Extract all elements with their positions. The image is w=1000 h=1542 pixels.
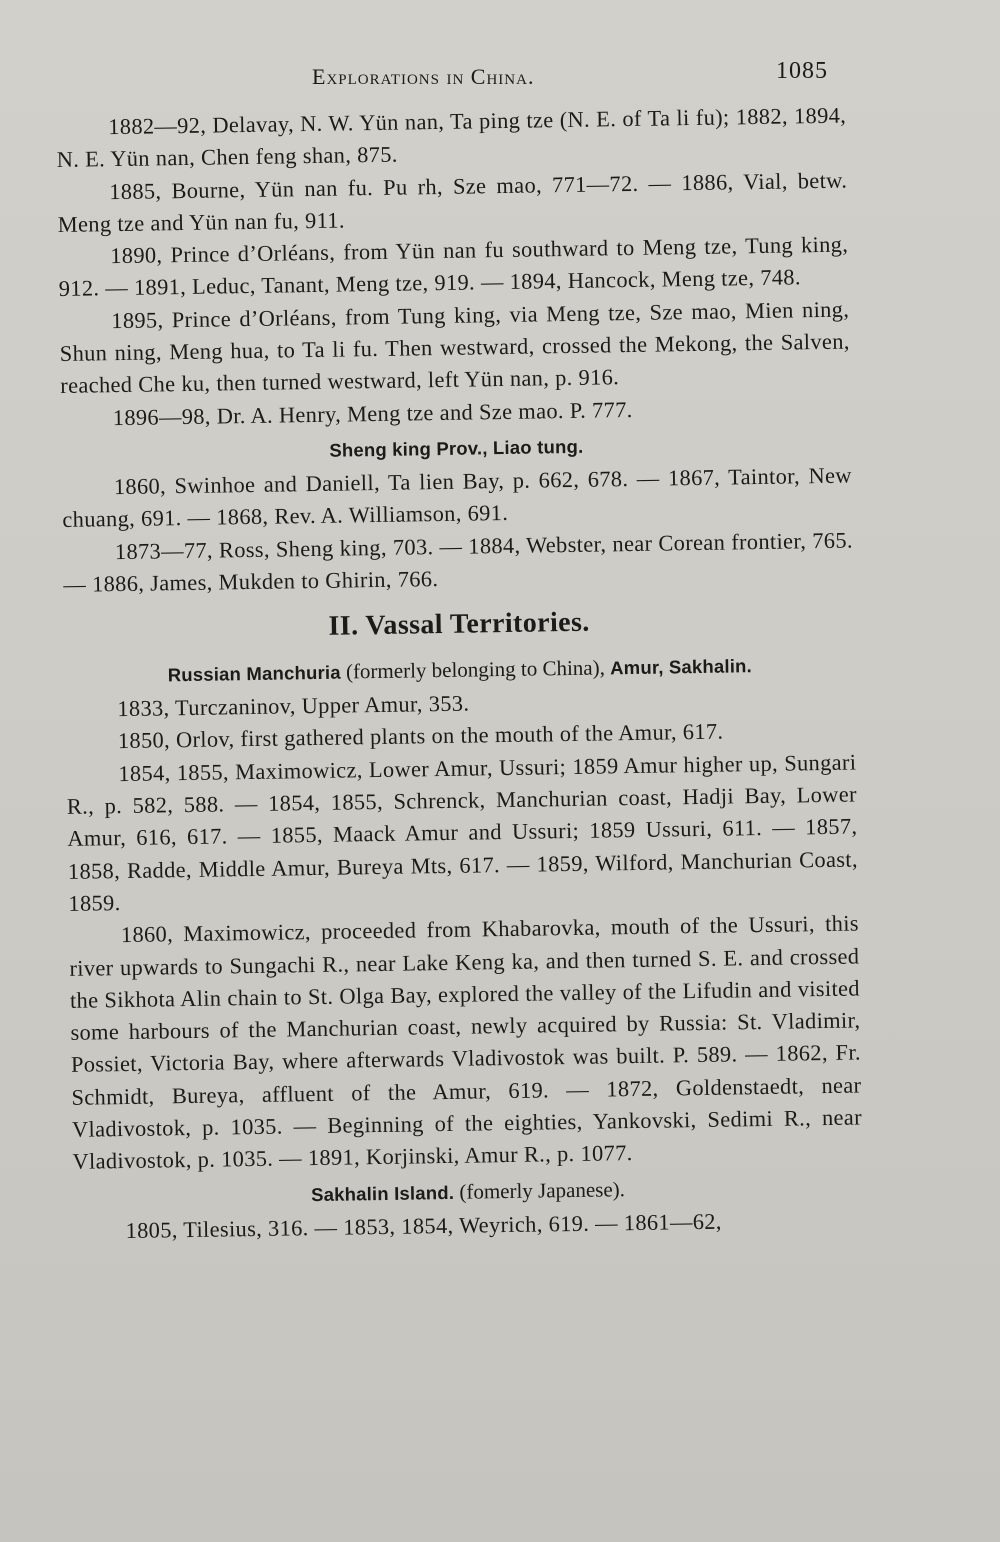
- paragraph-swinhoe: 1860, Swinhoe and Daniell, Ta lien Bay, p. 662, 678. — 1867, Taintor, New chuang, 691. — 1868, Rev. A. Williamson, 691.: [62, 462, 852, 533]
- heading-russian-manchuria-note: (formerly belonging to China),: [340, 655, 611, 684]
- paragraph-tilesius: 1805, Tilesius, 316. — 1853, 1854, Weyrich, 619. — 1861—62,: [125, 1208, 722, 1243]
- paragraph-orleans-1895: 1895, Prince d’Orléans, from Tung king, via Meng tze, Sze mao, Mien ning, Shun ning, Meng hua, to Ta li fu. Then westward, crossed the Mekong, the Salven, reached Che ku, then turned westward, left Yün nan, p. 916.: [59, 296, 850, 399]
- heading-sakhalin-island-bold: Sakhalin Island.: [310, 1181, 455, 1205]
- running-title: Explorations in China.: [312, 64, 535, 89]
- page-header: [0, 58, 1000, 98]
- heading-amur-sakhalin: Amur, Sakhalin.: [609, 655, 753, 679]
- heading-russian-manchuria-bold: Russian Manchuria: [167, 661, 341, 686]
- paragraph-maximowicz-1854: 1854, 1855, Maximowicz, Lower Amur, Ussuri; 1859 Amur higher up, Sungari R., p. 582, 588. — 1854, 1855, Schrenck, Manchurian coast, Hadji Bay, Lower Amur, 616, 617. — 1855, Maack Amur and Ussuri; 1859 Ussuri, 611. — 1857, 1858, Radde, Middle Amur, Bureya Mts, 617. — 1859, Wilford, Manchurian Coast, 1859.: [66, 749, 859, 916]
- paragraph-turczaninov: 1833, Turczaninov, Upper Amur, 353.: [117, 690, 470, 722]
- heading-vassal-territories: II. Vassal Territories.: [328, 606, 590, 642]
- page-number: 1085: [776, 58, 828, 84]
- heading-sheng-king-text: Sheng king Prov., Liao tung.: [329, 435, 584, 461]
- paragraph-henry: 1896—98, Dr. A. Henry, Meng tze and Sze mao. P. 777.: [112, 396, 633, 430]
- paragraph-orlov: 1850, Orlov, first gathered plants on the mouth of the Amur, 617.: [117, 719, 724, 754]
- paragraph-orleans-1890: 1890, Prince d’Orléans, from Yün nan fu southward to Meng tze, Tung king, 912. — 1891, Leduc, Tanant, Meng tze, 919. — 1894, Hancock, Meng tze, 748.: [58, 231, 849, 302]
- paragraph-ross: 1873—77, Ross, Sheng king, 703. — 1884, Webster, near Corean frontier, 765. — 1886, James, Mukden to Ghirin, 766.: [63, 527, 854, 597]
- page-body: [56, 100, 864, 1248]
- paragraph-bourne: 1885, Bourne, Yün nan fu. Pu rh, Sze mao, 771—72. — 1886, Vial, betw. Meng tze and Yün nan fu, 911.: [57, 167, 848, 237]
- paragraph-delavay: 1882—92, Delavay, N. W. Yün nan, Ta ping tze (N. E. of Ta li fu); 1882, 1894, N. E. Yün nan, Chen feng shan, 875.: [56, 102, 847, 173]
- paragraph-maximowicz-1860: 1860, Maximowicz, proceeded from Khabarovka, mouth of the Ussuri, this river upwards to Sungachi R., near Lake Keng ka, and then turned S. E. and crossed the Sikhota Alin chain to St. Olga Bay, explored the valley of the Lifudin and visited some harbours of the Manchurian coast, newly acquired by Russia: St. Vladimir, Possiet, Victoria Bay, where afterwards Vladivostok was built. P. 589. — 1862, Fr. Schmidt, Bureya, affluent of the Amur, 619. — 1872, Goldenstaedt, near Vladivostok, p. 1035. — Beginning of the eighties, Yankovski, Sedimi R., near Vladivostok, p. 1035. — 1891, Korjinski, Amur R., p. 1077.: [69, 910, 863, 1175]
- heading-sakhalin-island-note: (fomerly Japanese).: [453, 1176, 626, 1204]
